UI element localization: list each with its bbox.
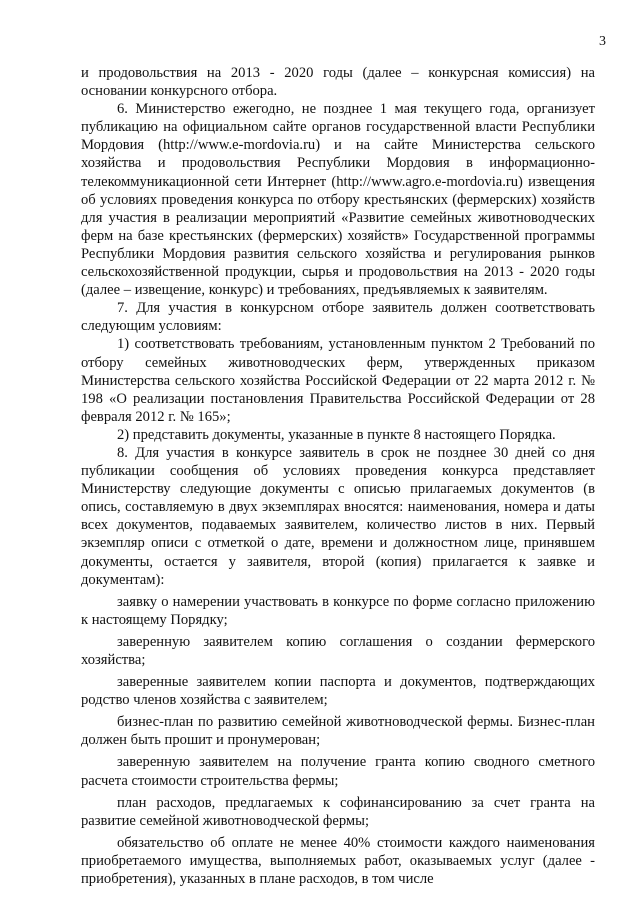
- document-list-item: бизнес-план по развитию семейной животноводческой фермы. Бизнес-план должен быть прошит и пронумерован;: [81, 714, 595, 749]
- paragraph-item-6: 6. Министерство ежегодно, не позднее 1 мая текущего года, организует публикацию на официальном сайте органов государственной власти Республики Мордовия (http://www.e-mordovia.ru) и на сайте Министерства сельского хозяйства и продовольствия Республики Мордовия в информационно-телекоммуникационной сети Интернет (http://www.agro.e-mordovia.ru) извещения об условиях проведения конкурса по отбору крестьянских (фермерских) хозяйств для участия в реализации мероприятий «Развитие семейных животноводческих ферм на базе крестьянских (фермерских) хозяйств» Государственной программы Республики Мордовия развития сельского хозяйства и регулирования рынков сельскохозяйственной продукции, сырья и продовольствия на 2013 - 2020 годы (далее – извещение, конкурс) и требованиях, предъявляемых к заявителям.: [81, 101, 595, 299]
- paragraph-item-7: 7. Для участия в конкурсном отборе заявитель должен соответствовать следующим условиям:: [81, 300, 595, 335]
- document-list-item: заверенную заявителем копию соглашения о создании фермерского хозяйства;: [81, 633, 595, 668]
- document-body: [81, 64, 595, 888]
- document-list-item: план расходов, предлагаемых к софинансированию за счет гранта на развитие семейной животноводческой фермы;: [81, 794, 595, 829]
- condition-1: 1) соответствовать требованиям, установленным пунктом 2 Требований по отбору семейных животноводческих ферм, утвержденных приказом Министерства сельского хозяйства Российской Федерации от 22 марта 2012 г. № 198 «О реализации постановления Правительства Российской Федерации от 28 февраля 2012 г. № 165»;: [81, 336, 595, 425]
- document-list-item: заверенные заявителем копии паспорта и документов, подтверждающих родство членов хозяйства с заявителем;: [81, 674, 595, 709]
- page-number: 3: [599, 34, 606, 49]
- document-list-item: заверенную заявителем на получение гранта копию сводного сметного расчета стоимости строительства фермы;: [81, 754, 595, 789]
- paragraph-item-8: 8. Для участия в конкурсе заявитель в срок не позднее 30 дней со дня публикации сообщения об условиях проведения конкурса представляет Министерству следующие документы с описью прилагаемых документов (в опись, составляемую в двух экземплярах вносятся: наименования, номера и даты всех документов, подаваемых заявителем, количество листов в них. Первый экземпляр описи с отметкой о дате, времени и должностном лице, принявшем документы, остается у заявителя, второй (копия) прилагается к заявке и документам):: [81, 444, 595, 588]
- document-list-item: обязательство об оплате не менее 40% стоимости каждого наименования приобретаемого имущества, выполняемых работ, оказываемых услуг (далее - приобретения), указанных в плане расходов, в том числе: [81, 834, 595, 888]
- document-list-item: заявку о намерении участвовать в конкурсе по форме согласно приложению к настоящему Порядку;: [81, 593, 595, 628]
- condition-2: 2) представить документы, указанные в пункте 8 настоящего Порядка.: [117, 426, 556, 443]
- paragraph-continuation: и продовольствия на 2013 - 2020 годы (далее – конкурсная комиссия) на основании конкурсного отбора.: [81, 65, 595, 100]
